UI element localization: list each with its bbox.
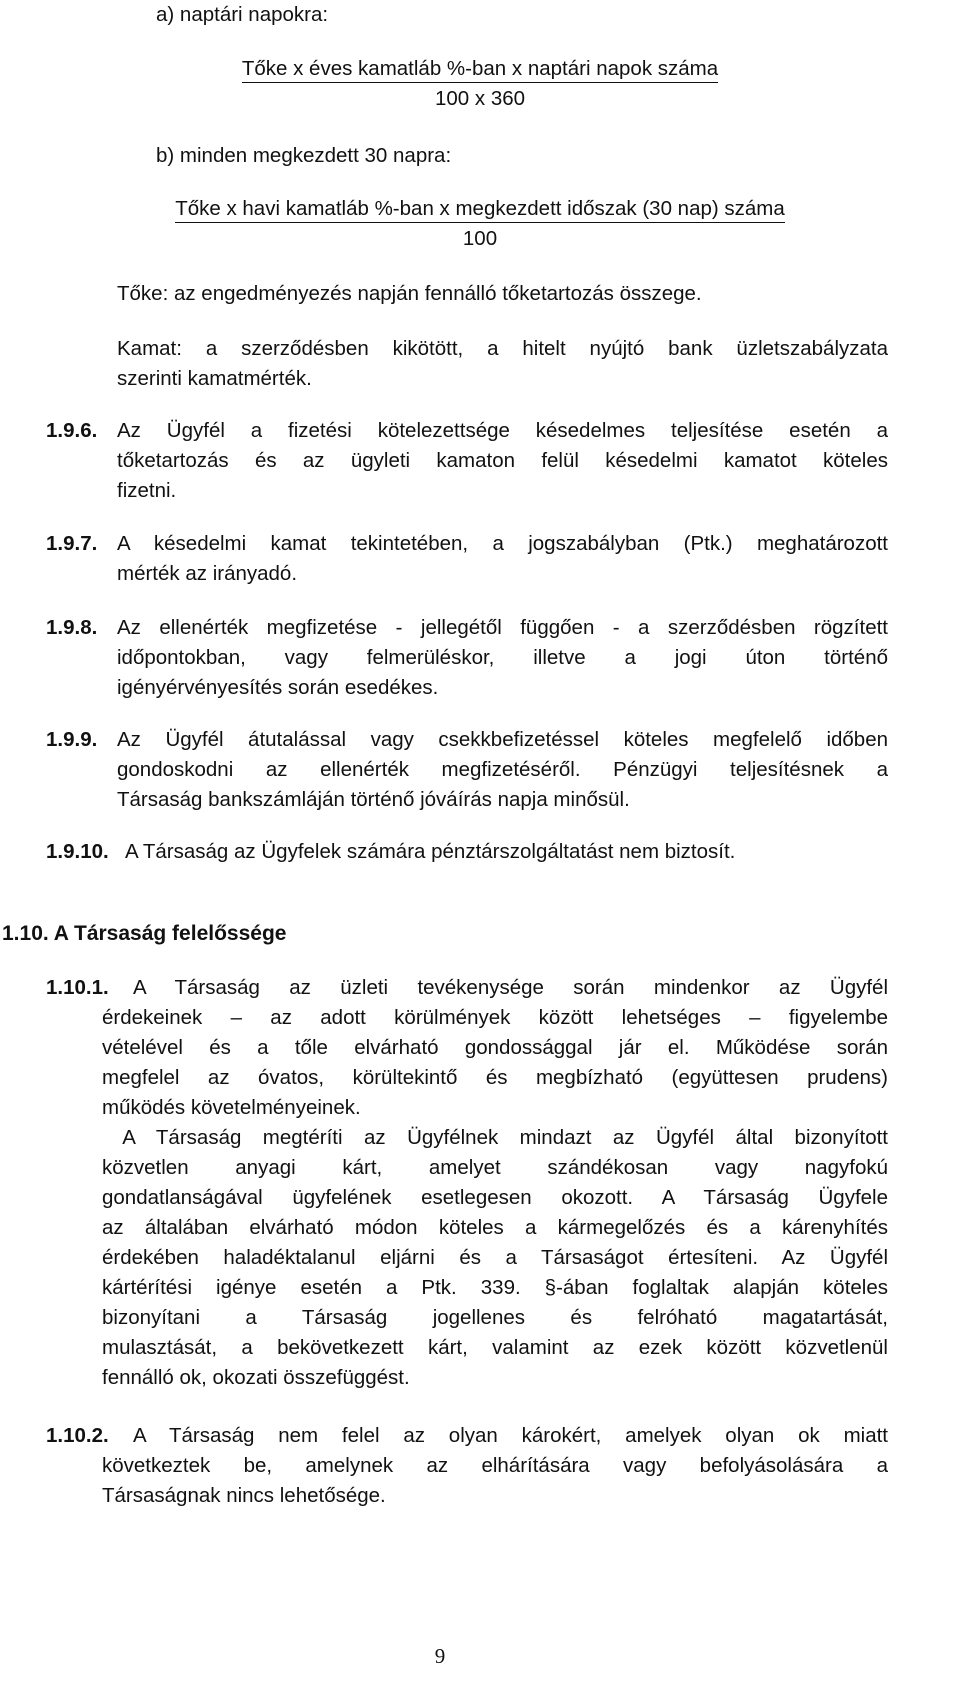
text-line: kártérítési igénye esetén a Ptk. 339. §-ában foglaltak alapján köteles (102, 1276, 888, 1299)
section-1-10-2-first-line (133, 1421, 888, 1451)
section-1-9-10-text: A Társaság az Ügyfelek számára pénztárszolgáltatást nem biztosít. (125, 840, 736, 863)
definition-kamat-line: Kamat: a szerződésben kikötött, a hitelt nyújtó bank üzletszabályzata (117, 337, 888, 360)
section-heading (2, 919, 286, 949)
formula-b (0, 194, 960, 224)
section-1-10-1-text (102, 1003, 888, 1393)
definition-kamat-line: szerinti kamatmérték. (117, 367, 312, 390)
section-number: 1.9.9. (46, 728, 98, 751)
section-1-9-8-text (117, 613, 888, 703)
text-line: A késedelmi kamat tekintetében, a jogszabályban (Ptk.) meghatározott (117, 532, 888, 555)
text-line: A Társaság az üzleti tevékenysége során mindenkor az Ügyfél (133, 976, 888, 999)
section-number: 1.9.8. (46, 616, 98, 639)
section-number: 1.10.2. (46, 1424, 109, 1447)
text-line: Társaság bankszámláján történő jóváírás napja minősül. (117, 788, 630, 811)
section-1-10-1-first-line (133, 973, 888, 1003)
section-number: 1.9.7. (46, 532, 98, 555)
text-line: Az ellenérték megfizetése - jellegétől függően - a szerződésben rögzített (117, 616, 888, 639)
formula-b-label: b) minden megkezdett 30 napra: (156, 144, 452, 167)
definition-toke: Tőke: az engedményezés napján fennálló tőketartozás összege. (117, 282, 702, 305)
text-line: bizonyítani a Társaság jogellenes és felróható magatartását, (102, 1306, 888, 1329)
text-line: Az Ügyfél a fizetési kötelezettsége késedelmes teljesítése esetén a (117, 419, 888, 442)
text-line: mulasztását, a bekövetkezett kárt, valamint az ezek között közvetlenül (102, 1336, 888, 1359)
text-line: működés követelményeinek. (102, 1096, 361, 1119)
text-line: érdekeinek – az adott körülmények között lehetséges – figyelembe (102, 1006, 888, 1029)
section-number: 1.9.6. (46, 419, 98, 442)
text-line: A Társaság megtéríti az Ügyfélnek mindazt az Ügyfél által bizonyított (102, 1126, 888, 1149)
heading-number: 1.10. (2, 922, 49, 945)
text-line: vételével és a tőle elvárható gondossággal jár el. Működése során (102, 1036, 888, 1059)
formula-a-denominator: 100 x 360 (434, 87, 526, 110)
text-line: megfelel az óvatos, körültekintő és megbízható (együttesen prudens) (102, 1066, 888, 1089)
section-1-10-2-text (102, 1451, 888, 1511)
text-line: fizetni. (117, 479, 177, 502)
formula-a (0, 54, 960, 84)
text-line: fennálló ok, okozati összefüggést. (102, 1366, 410, 1389)
section-number: 1.10.1. (46, 976, 109, 999)
formula-b-numerator: Tőke x havi kamatláb %-ban x megkezdett időszak (30 nap) száma (175, 195, 785, 223)
text-line: következtek be, amelynek az elhárítására vagy befolyásolására a (102, 1454, 888, 1477)
section-1-9-9-text (117, 725, 888, 815)
section-number: 1.9.10. (46, 840, 109, 863)
text-line: Az Ügyfél átutalással vagy csekkbefizetéssel köteles megfelelő időben (117, 728, 888, 751)
text-line: gondoskodni az ellenérték megfizetéséről. Pénzügyi teljesítésnek a (117, 758, 888, 781)
text-line: tőketartozás és az ügyleti kamaton felül késedelmi kamatot köteles (117, 449, 888, 472)
formula-a-label: a) naptári napokra: (156, 3, 329, 26)
text-line: gondatlanságával ügyfelének esetlegesen okozott. A Társaság Ügyfele (102, 1186, 888, 1209)
section-1-9-7-text (117, 529, 888, 589)
definition-kamat (117, 334, 888, 394)
section-1-9-6-text (117, 416, 888, 506)
text-line: közvetlen anyagi kárt, amelyet szándékosan vagy nagyfokú (102, 1156, 888, 1179)
text-line: az általában elvárható módon köteles a kármegelőzés és a kárenyhítés (102, 1216, 888, 1239)
text-line: Társaságnak nincs lehetősége. (102, 1484, 386, 1507)
text-line: igényérvényesítés során esedékes. (117, 676, 439, 699)
formula-b-denominator: 100 (462, 227, 498, 250)
text-line: mérték az irányadó. (117, 562, 298, 585)
page-number: 9 (434, 1644, 446, 1668)
text-line: A Társaság nem felel az olyan károkért, amelyek olyan ok miatt (133, 1424, 888, 1447)
formula-a-numerator: Tőke x éves kamatláb %-ban x naptári napok száma (242, 55, 718, 83)
text-line: érdekében haladéktalanul eljárni és a Társaságot értesíteni. Az Ügyfél (102, 1246, 888, 1269)
text-line: időpontokban, vagy felmerüléskor, illetve a jogi úton történő (117, 646, 888, 669)
heading-title: A Társaság felelőssége (53, 922, 287, 945)
